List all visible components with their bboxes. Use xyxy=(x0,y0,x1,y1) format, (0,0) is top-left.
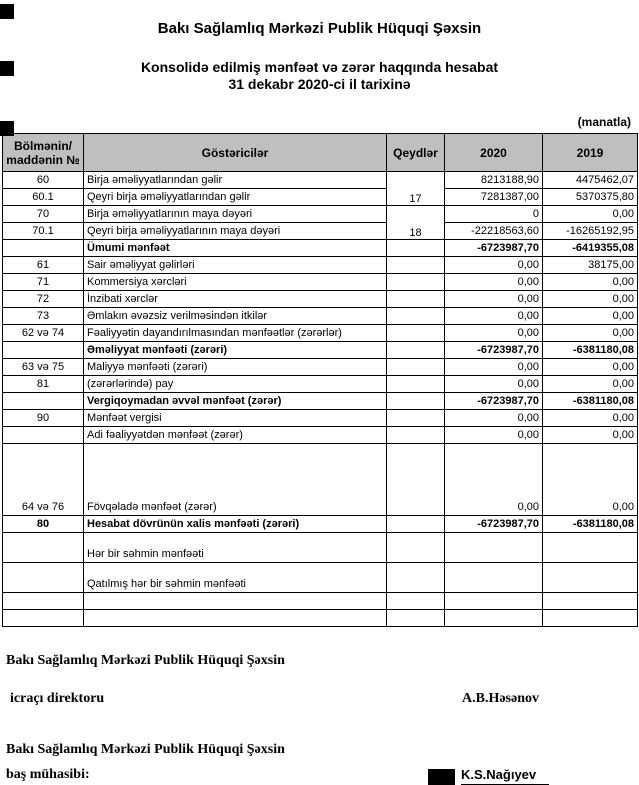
row-value-2019: 0,00 xyxy=(543,274,638,291)
row-value-2020: 0,00 xyxy=(445,291,543,308)
row-indicator-label: Maliyyə mənfəəti (zərəri) xyxy=(84,359,387,376)
row-value-2019: 5370375,80 xyxy=(543,189,638,206)
table-row xyxy=(3,563,638,593)
row-value-2020: 0,00 xyxy=(445,410,543,427)
signature-name-director: A.B.Həsənov xyxy=(462,691,539,706)
row-value-2020 xyxy=(445,593,543,610)
row-indicator-label: İnzibati xərclər xyxy=(84,291,387,308)
row-note xyxy=(387,563,445,593)
row-section-number: 90 xyxy=(3,410,84,427)
row-value-2020: -22218563,60 xyxy=(445,223,543,240)
row-indicator-label: Kommersiya xərcləri xyxy=(84,274,387,291)
row-indicator-label: Adi fəaliyyətdən mənfəət (zərər) xyxy=(84,427,387,444)
organization-title: Bakı Sağlamlıq Mərkəzi Publik Hüquqi Şəxsin xyxy=(157,20,482,37)
row-indicator-label: Hesabat dövrünün xalis mənfəəti (zərəri) xyxy=(84,516,387,533)
table-row xyxy=(3,533,638,563)
row-indicator-label: Hər bir səhmin mənfəəti xyxy=(84,533,387,563)
row-value-2019 xyxy=(543,610,638,627)
col-header-section-number xyxy=(3,134,84,172)
row-value-2019: 0,00 xyxy=(543,410,638,427)
filled-cell-marker xyxy=(0,4,14,19)
table-row xyxy=(3,189,638,206)
row-value-2019: 0,00 xyxy=(543,291,638,308)
signature-role-accountant: baş mühasibi: xyxy=(6,767,90,782)
table-row xyxy=(3,223,638,240)
row-indicator-label: Qeyri birja əməliyyatlarından gəlir xyxy=(84,189,387,206)
row-value-2020: 0,00 xyxy=(445,444,543,516)
table-row xyxy=(3,325,638,342)
signature-row-director xyxy=(10,691,639,708)
table-row xyxy=(3,257,638,274)
row-note xyxy=(387,240,445,257)
row-value-2019: 38175,00 xyxy=(543,257,638,274)
row-indicator-label: Sair əməliyyat gəlirləri xyxy=(84,257,387,274)
report-subtitle-line1: Konsolidə edilmiş mənfəət və zərər haqqında hesabat xyxy=(140,59,499,75)
table-row xyxy=(3,206,638,223)
table-row xyxy=(3,342,638,359)
row-note xyxy=(387,410,445,427)
row-value-2020: 0,00 xyxy=(445,257,543,274)
table-row xyxy=(3,410,638,427)
row-note xyxy=(387,274,445,291)
row-value-2020: 0,00 xyxy=(445,274,543,291)
table-row xyxy=(3,291,638,308)
row-section-number: 62 və 74 xyxy=(3,325,84,342)
row-indicator-label: Birja əməliyyatlarının maya dəyəri xyxy=(84,206,387,223)
row-indicator-label xyxy=(84,593,387,610)
table-row xyxy=(3,359,638,376)
row-value-2019: 0,00 xyxy=(543,376,638,393)
row-section-number xyxy=(3,427,84,444)
row-section-number xyxy=(3,593,84,610)
row-value-2020: -6723987,70 xyxy=(445,240,543,257)
row-note xyxy=(387,593,445,610)
row-note xyxy=(387,308,445,325)
row-section-number: 60.1 xyxy=(3,189,84,206)
row-indicator-label: Fəaliyyətin dayandırılmasından mənfəətlər (zərərlər) xyxy=(84,325,387,342)
row-value-2020: -6723987,70 xyxy=(445,342,543,359)
row-indicator-label: (zərərlərində) pay xyxy=(84,376,387,393)
row-note xyxy=(387,516,445,533)
row-section-number: 70.1 xyxy=(3,223,84,240)
row-indicator-label: Əmlakın əvəzsiz verilməsindən itkilər xyxy=(84,308,387,325)
signature-org-1: Bakı Sağlamlıq Mərkəzi Publik Hüquqi Şəxsin xyxy=(6,653,285,668)
row-note xyxy=(387,376,445,393)
filled-cell-marker xyxy=(0,61,14,76)
row-value-2019: 0,00 xyxy=(543,206,638,223)
row-indicator-label: Qatılmış hər bir səhmin mənfəəti xyxy=(84,563,387,593)
row-note xyxy=(387,427,445,444)
row-value-2019: 0,00 xyxy=(543,325,638,342)
table-row xyxy=(3,393,638,410)
row-indicator-label: Ümumi mənfəət xyxy=(84,240,387,257)
row-value-2020: -6723987,70 xyxy=(445,393,543,410)
signature-row-accountant xyxy=(6,767,639,785)
row-section-number: 72 xyxy=(3,291,84,308)
row-section-number: 71 xyxy=(3,274,84,291)
table-row xyxy=(3,308,638,325)
row-indicator-label: Mənfəət vergisi xyxy=(84,410,387,427)
row-note xyxy=(387,291,445,308)
row-value-2020: 0,00 xyxy=(445,308,543,325)
row-value-2020: 0,00 xyxy=(445,427,543,444)
table-row xyxy=(3,376,638,393)
signature-org-2: Bakı Sağlamlıq Mərkəzi Publik Hüquqi Şəxsin xyxy=(6,742,285,757)
table-row xyxy=(3,444,638,516)
row-value-2020: 0 xyxy=(445,206,543,223)
profit-loss-table xyxy=(2,133,638,627)
table-row xyxy=(3,516,638,533)
row-section-number: 61 xyxy=(3,257,84,274)
row-note: 17 xyxy=(387,172,445,206)
col-header-notes: Qeydlər xyxy=(387,134,445,172)
row-note xyxy=(387,533,445,563)
row-value-2020 xyxy=(445,533,543,563)
report-subtitle xyxy=(0,59,639,93)
row-indicator-label: Fövqəladə mənfəət (zərər) xyxy=(84,444,387,516)
col-header-2020: 2020 xyxy=(445,134,543,172)
col-header-indicators: Göstəricilər xyxy=(84,134,387,172)
row-value-2020: 0,00 xyxy=(445,376,543,393)
row-indicator-label: Birja əməliyyatlarından gəlir xyxy=(84,172,387,189)
row-section-number xyxy=(3,533,84,563)
col-header-section-line2: maddənin № xyxy=(6,152,80,167)
row-section-number xyxy=(3,563,84,593)
currency-unit-note: (manatla) xyxy=(577,115,631,129)
row-section-number: 73 xyxy=(3,308,84,325)
row-section-number: 81 xyxy=(3,376,84,393)
row-note xyxy=(387,325,445,342)
signature-role-director: icraçı direktoru xyxy=(10,691,105,706)
row-value-2019: -6381180,08 xyxy=(543,516,638,533)
report-subtitle-line2: 31 dekabr 2020-ci il tarixinə xyxy=(228,76,411,92)
row-value-2019: 0,00 xyxy=(543,308,638,325)
row-value-2020: 0,00 xyxy=(445,359,543,376)
row-section-number: 60 xyxy=(3,172,84,189)
table-header-row xyxy=(3,134,638,172)
row-note xyxy=(387,393,445,410)
row-section-number xyxy=(3,342,84,359)
row-section-number: 80 xyxy=(3,516,84,533)
row-indicator-label: Vergiqoymadan əvvəl mənfəət (zərər) xyxy=(84,393,387,410)
row-indicator-label: Əməliyyat mənfəəti (zərəri) xyxy=(84,342,387,359)
row-indicator-label xyxy=(84,610,387,627)
row-note: 18 xyxy=(387,206,445,240)
row-section-number xyxy=(3,393,84,410)
table-row xyxy=(3,593,638,610)
row-note xyxy=(387,342,445,359)
row-value-2019: -16265192,95 xyxy=(543,223,638,240)
row-section-number: 70 xyxy=(3,206,84,223)
row-section-number: 64 və 76 xyxy=(3,444,84,516)
row-value-2020: -6723987,70 xyxy=(445,516,543,533)
row-value-2020 xyxy=(445,610,543,627)
table-row xyxy=(3,427,638,444)
row-note xyxy=(387,257,445,274)
row-value-2019: 4475462,07 xyxy=(543,172,638,189)
row-section-number xyxy=(3,610,84,627)
row-value-2019 xyxy=(543,533,638,563)
row-value-2019: 0,00 xyxy=(543,444,638,516)
row-value-2019: -6419355,08 xyxy=(543,240,638,257)
col-header-2019: 2019 xyxy=(543,134,638,172)
signature-name-accountant: K.S.Nağıyev xyxy=(461,767,549,785)
row-value-2019 xyxy=(543,593,638,610)
row-value-2020: 8213188,90 xyxy=(445,172,543,189)
row-value-2019: -6381180,08 xyxy=(543,342,638,359)
table-row xyxy=(3,172,638,189)
row-value-2019: 0,00 xyxy=(543,359,638,376)
row-value-2019: 0,00 xyxy=(543,427,638,444)
table-row xyxy=(3,240,638,257)
row-indicator-label: Qeyri birja əməliyyatlarının maya dəyəri xyxy=(84,223,387,240)
row-note xyxy=(387,359,445,376)
table-row xyxy=(3,610,638,627)
filled-cell-marker xyxy=(0,121,14,136)
row-value-2020: 0,00 xyxy=(445,325,543,342)
row-note xyxy=(387,610,445,627)
row-value-2019: -6381180,08 xyxy=(543,393,638,410)
row-section-number xyxy=(3,240,84,257)
row-value-2019 xyxy=(543,563,638,593)
row-value-2020: 7281387,00 xyxy=(445,189,543,206)
row-section-number: 63 və 75 xyxy=(3,359,84,376)
row-value-2020 xyxy=(445,563,543,593)
table-row xyxy=(3,274,638,291)
col-header-section-line1: Bölmənin/ xyxy=(13,138,72,153)
table-body xyxy=(3,172,638,627)
row-note xyxy=(387,444,445,516)
